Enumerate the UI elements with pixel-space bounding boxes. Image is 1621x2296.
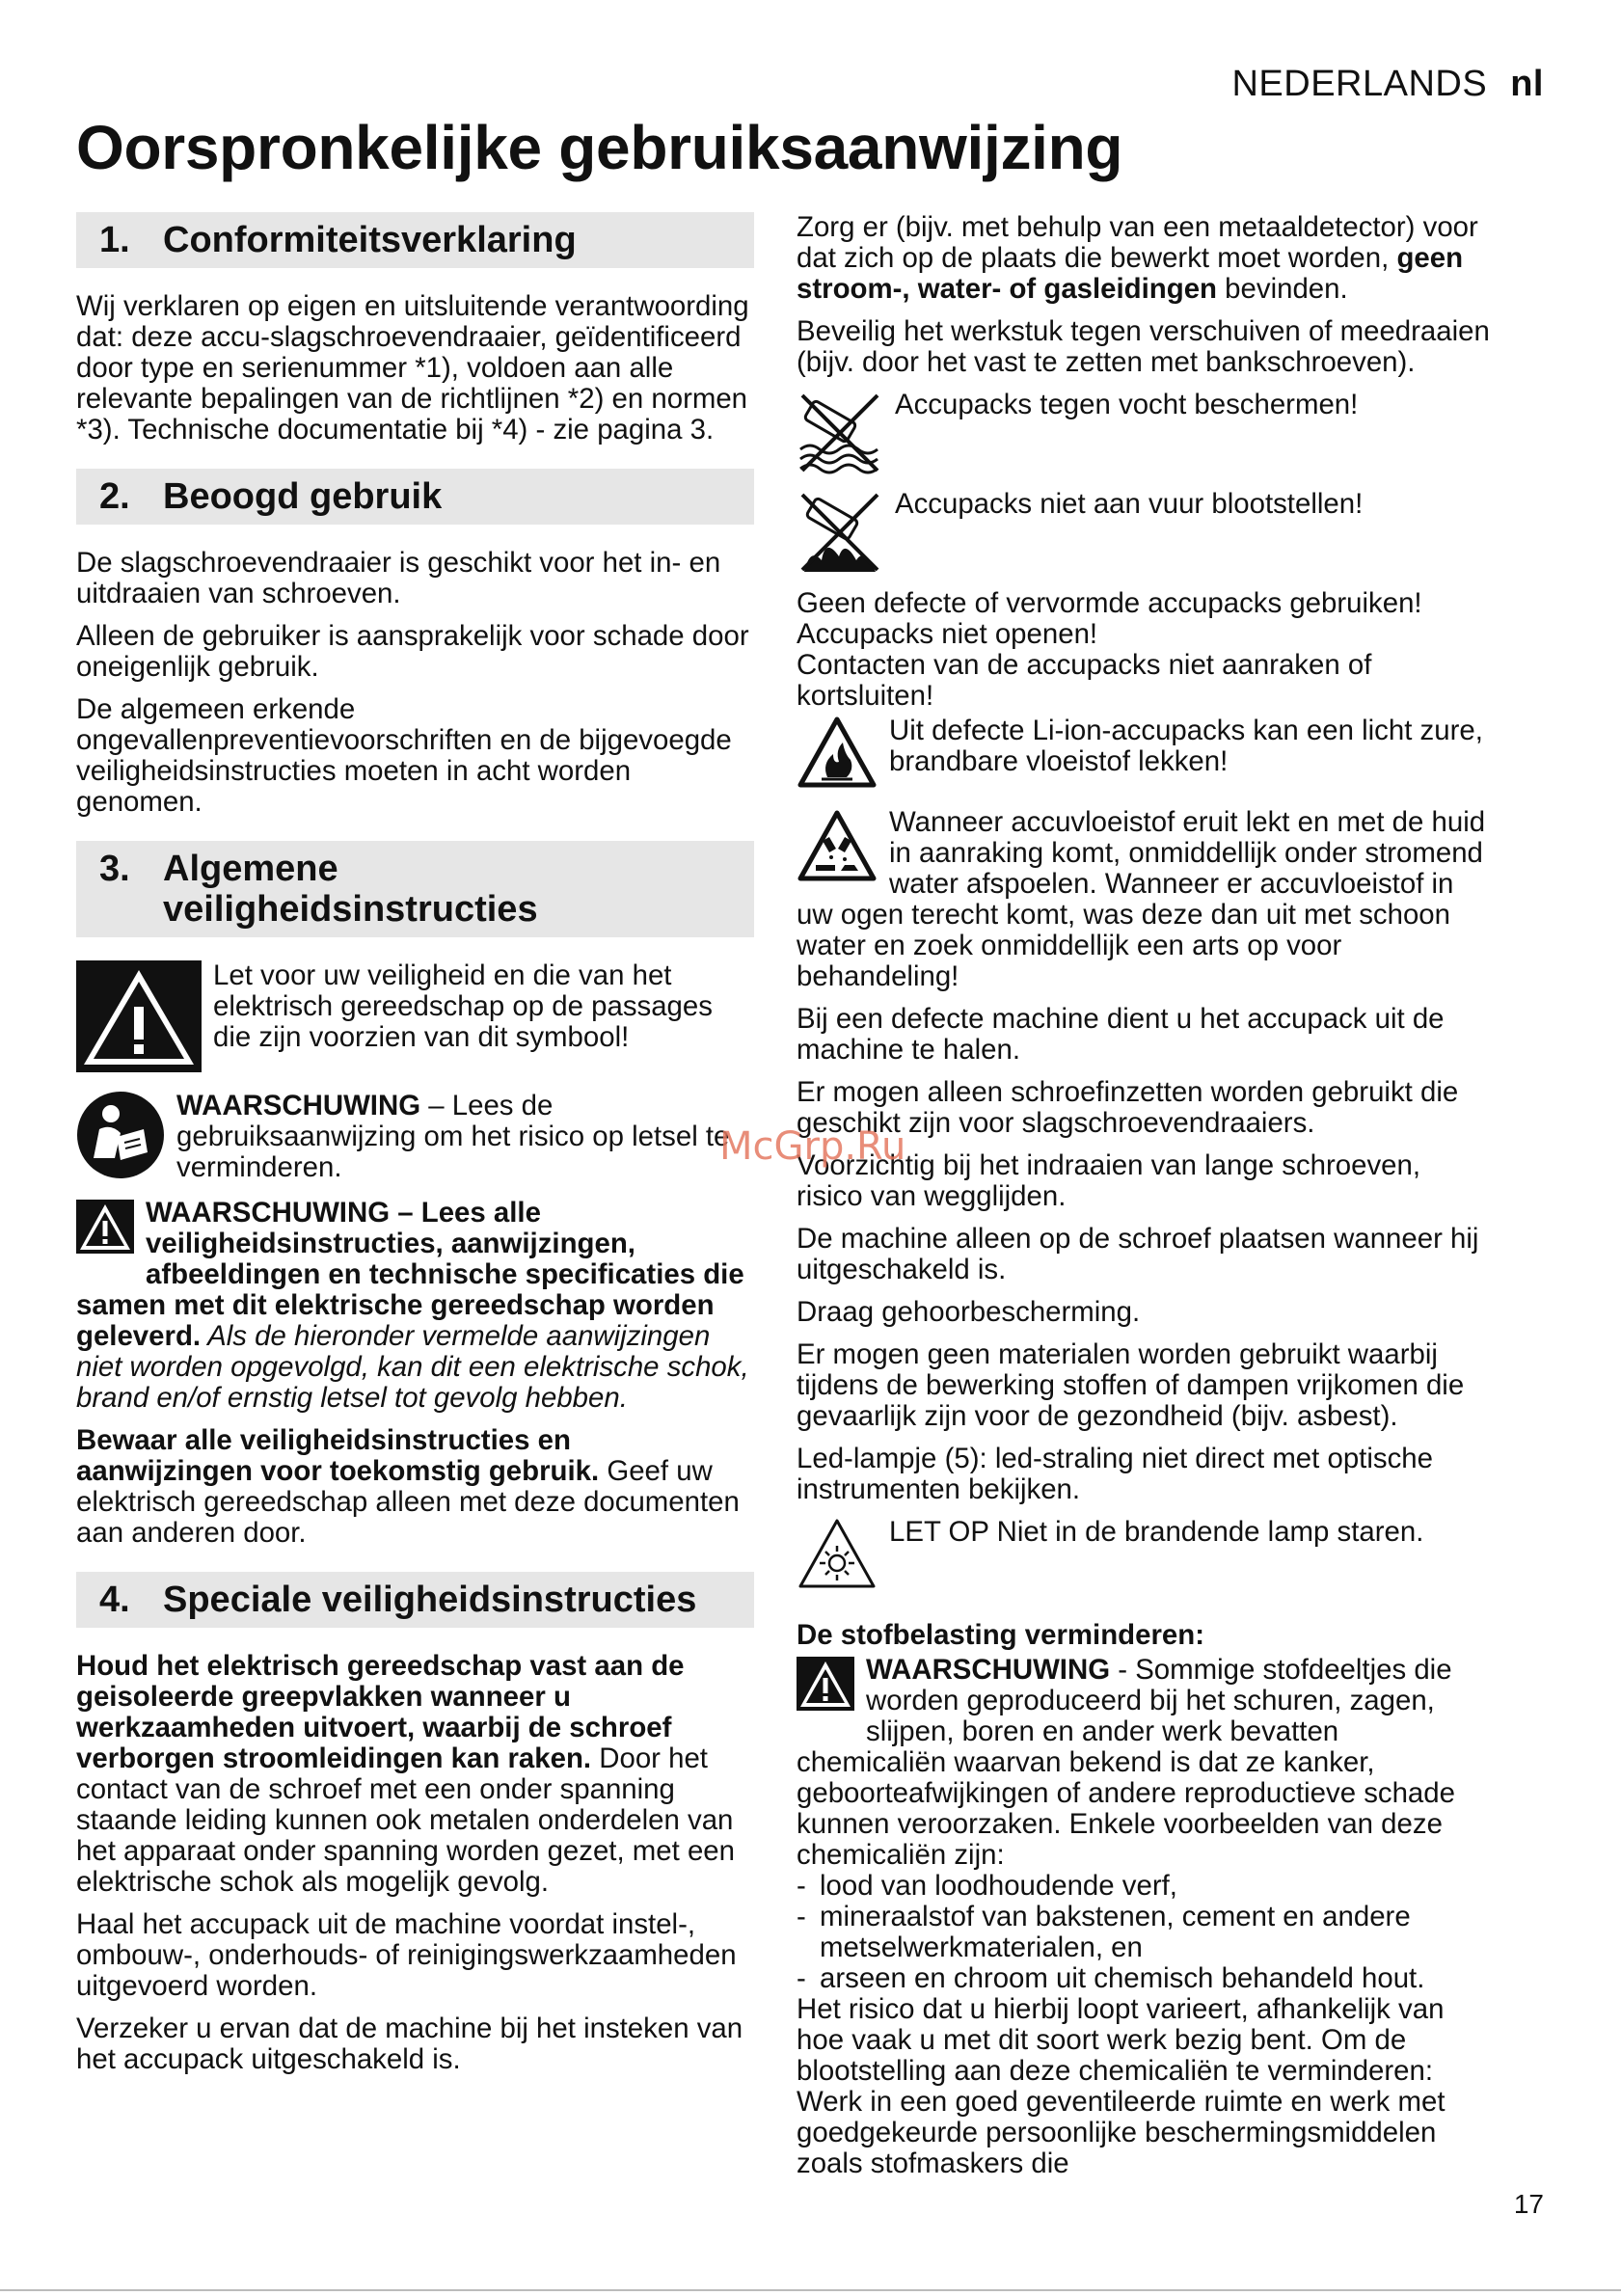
watermark: McGrp.Ru: [719, 1124, 906, 1169]
led-radiation-note: Led-lampje (5): led-straling niet direct met optische instrumenten bekijken.: [797, 1443, 1433, 1505]
page-number: 17: [1513, 2189, 1544, 2219]
detector-note: [797, 212, 1491, 305]
section-number: 3.: [99, 849, 130, 889]
detector-note-post: bevinden.: [1217, 273, 1348, 305]
dust-warning: [797, 1655, 1491, 1871]
bottom-rule: [0, 2289, 1621, 2291]
section-4-heading: [76, 1572, 754, 1628]
corrosive-warning-icon: [797, 809, 878, 889]
special-safety-p1-text: Door het contact van de schroef met een onder spanning staande leiding kunnen ook metalen onderdelen van het apparaat onder spanning worden gezet, met een elektrische schok als mogelijk gevolg.: [76, 1742, 736, 1898]
secure-workpiece: Beveilig het werkstuk tegen verschuiven of meedraaien (bijv. door het vast te zetten met bankschroeven).: [797, 315, 1490, 378]
section-number: 2.: [99, 476, 130, 517]
section-title-line1: Algemene: [163, 849, 338, 889]
list-item: - lood van loodhoudende verf,: [797, 1870, 1177, 1902]
dust-heading: De stofbelasting verminderen:: [797, 1619, 1204, 1651]
section-number: 1.: [99, 220, 130, 260]
warning-triangle-icon: [797, 1657, 854, 1717]
keep-instructions: [76, 1425, 754, 1549]
flammable-note: [797, 716, 1491, 796]
read-manual-warning-text: – Lees de gebruiksaanwijzing om het risico op letsel te verminderen.: [176, 1090, 730, 1183]
list-item: - arseen en chroom uit chemisch behandeld hout.: [797, 1962, 1425, 1994]
read-manual-text: [176, 1091, 754, 1183]
battery-warnings: [797, 588, 1491, 712]
section-title: Speciale veiligheidsinstructies: [163, 1580, 697, 1620]
dust-conclusion: Het risico dat u hierbij loopt varieert, afhankelijk van hoe vaak u met dit soort werk bezig bent. Om de blootstelling aan deze chemicaliën te verminderen: Werk in een goed geventileerde ruimte en werk met goedgekeurde persoonlijke beschermingsmiddelen zoals stofmaskers die: [797, 1993, 1445, 2179]
led-note: [797, 1517, 1491, 1597]
fire-text: Accupacks niet aan vuur blootstellen!: [895, 488, 1364, 520]
general-warning-italic: Als de hieronder vermelde aanwijzingen niet worden opgevolgd, kan dit een elektrische schok, brand en/of ernstig letsel tot gevolg hebben.: [76, 1320, 749, 1414]
section-3-heading: [76, 841, 754, 937]
header-language: NEDERLANDS: [1231, 64, 1488, 104]
no-fire-icon: [797, 489, 883, 582]
list-item: - mineraalstof van bakstenen, cement en andere metselwerkmaterialen, en: [797, 1901, 1411, 1963]
warning-triangle-icon: [76, 1200, 134, 1260]
special-safety-p1-bold: Houd het elektrisch gereedschap vast aan de geisoleerde greepvlakken wanneer u werkzaamheden uitvoert, waarbij de schroef verborgen stroomleidingen kan raken.: [76, 1650, 685, 1774]
detector-note-bold: geen stroom-, water- of gasleidingen: [797, 242, 1464, 305]
special-safety-p3: Verzeker u ervan dat de machine bij het insteken van het accupack uitgeschakeld is.: [76, 2012, 743, 2075]
dust-warning-label: WAARSCHUWING: [866, 1654, 1111, 1686]
section-1-heading: [76, 212, 754, 268]
moisture-text: Accupacks tegen vocht beschermen!: [895, 389, 1359, 420]
warning-triangle-icon: [76, 960, 202, 1079]
corrosive-text: Wanneer accuvloeistof eruit lekt en met de huid in aanraking komt, onmiddellijk onder stromend water afspoelen. Wanneer er accuvloeistof in uw ogen terecht komt, was deze dan uit met schoon water en zoek onmiddellijk een arts op voor behandeling!: [797, 806, 1486, 992]
corrosive-note: [797, 807, 1491, 992]
read-manual-warning-label: WAARSCHUWING: [176, 1090, 421, 1121]
no-moisture-icon: [797, 390, 883, 483]
led-text: LET OP Niet in de brandende lamp staren.: [889, 1516, 1424, 1548]
page-header: [1231, 64, 1544, 105]
right-column: [797, 212, 1491, 2191]
special-safety-p1: [76, 1651, 754, 1898]
battery-warning-contacts: Contacten van de accupacks niet aanraken of kortsluiten!: [797, 649, 1372, 712]
moisture-note: [797, 390, 1491, 483]
keep-instructions-bold: Bewaar alle veiligheidsinstructies en aanwijzingen voor toekomstig gebruik.: [76, 1424, 600, 1487]
section-title: [163, 849, 538, 930]
hazardous-materials-note: Er mogen geen materialen worden gebruikt waarbij tijdens de bewerking stoffen of dampen vrijkomen die gevaarlijk zijn voor de gezondheid (bijv. asbest).: [797, 1338, 1465, 1432]
special-safety-p2: Haal het accupack uit de machine voordat instel-, ombouw-, onderhouds- of reinigingswerkzaamheden uitgevoerd worden.: [76, 1908, 737, 2002]
section-2-heading: [76, 469, 754, 525]
read-manual-icon: [76, 1091, 165, 1186]
bit-note: Er mogen alleen schroefinzetten worden gebruikt die geschikt zijn voor slagschroevendraaiers.: [797, 1076, 1459, 1139]
general-warning: [76, 1198, 754, 1414]
led-warning-icon: [797, 1517, 878, 1597]
keep-instructions-text: Geef uw elektrisch gereedschap alleen met deze documenten aan anderen door.: [76, 1455, 740, 1549]
section-title-line2: veiligheidsinstructies: [163, 889, 538, 930]
battery-warning-open: Accupacks niet openen!: [797, 618, 1098, 650]
section-title: Beoogd gebruik: [163, 476, 443, 517]
left-column: [76, 212, 754, 2087]
safety-symbol-text: Let voor uw veiligheid en die van het elektrisch gereedschap op de passages die zijn voorzien van dit symbool!: [213, 959, 713, 1053]
dust-warning-text: - Sommige stofdeeltjes die worden geproduceerd bij het schuren, zagen, slijpen, boren en ander werk bevatten chemicaliën waarvan bekend is dat ze kanker, geboorteafwijkingen of andere reproductieve schade kunnen veroorzaken. Enkele voorbeelden van deze chemicaliën zijn:: [797, 1654, 1455, 1871]
header-language-code: nl: [1510, 64, 1544, 104]
section-number: 4.: [99, 1580, 130, 1620]
switched-off-note: De machine alleen op de schroef plaatsen wanneer hij uitgeschakeld is.: [797, 1223, 1479, 1285]
general-warning-bold: WAARSCHUWING – Lees alle veiligheidsinstructies, aanwijzingen, afbeeldingen en technische specificaties die samen met dit elektrische gereedschap worden geleverd.: [76, 1197, 744, 1352]
page-title: Oorspronkelijke gebruiksaanwijzing: [76, 113, 1123, 182]
intended-use-p3: De algemeen erkende ongevallenpreventievoorschriften en de bijgevoegde veiligheidsinstructies moeten in acht worden genomen.: [76, 693, 732, 818]
battery-warning-defect: Geen defecte of vervormde accupacks gebruiken!: [797, 587, 1422, 619]
read-manual-note: [76, 1091, 754, 1186]
intended-use-p1: De slagschroevendraaier is geschikt voor het in- en uitdraaien van schroeven.: [76, 547, 721, 609]
fire-note: [797, 489, 1491, 582]
flammable-warning-icon: [797, 716, 878, 796]
flammable-text: Uit defecte Li-ion-accupacks kan een licht zure, brandbare vloeistof lekken!: [889, 715, 1483, 777]
long-screws-note: Voorzichtig bij het indraaien van lange schroeven, risico van wegglijden.: [797, 1149, 1421, 1212]
section-title: Conformiteitsverklaring: [163, 220, 577, 260]
defect-machine-note: Bij een defecte machine dient u het accupack uit de machine te halen.: [797, 1003, 1445, 1066]
hearing-protection-note: Draag gehoorbescherming.: [797, 1296, 1141, 1328]
intended-use-p2: Alleen de gebruiker is aansprakelijk voor schade door oneigenlijk gebruik.: [76, 620, 749, 683]
conformity-text: Wij verklaren op eigen en uitsluitende verantwoording dat: deze accu-slagschroevendraaier, geïdentificeerd door type en serienummer *1), voldoen aan alle relevante bepalingen van de richtlijnen *2) en normen *3). Technische documentatie bij *4) - zie pagina 3.: [76, 290, 749, 446]
detector-note-pre: Zorg er (bijv. met behulp van een metaaldetector) voor dat zich op de plaats die bewerkt moet worden,: [797, 211, 1478, 274]
safety-symbol-note: [76, 960, 754, 1079]
